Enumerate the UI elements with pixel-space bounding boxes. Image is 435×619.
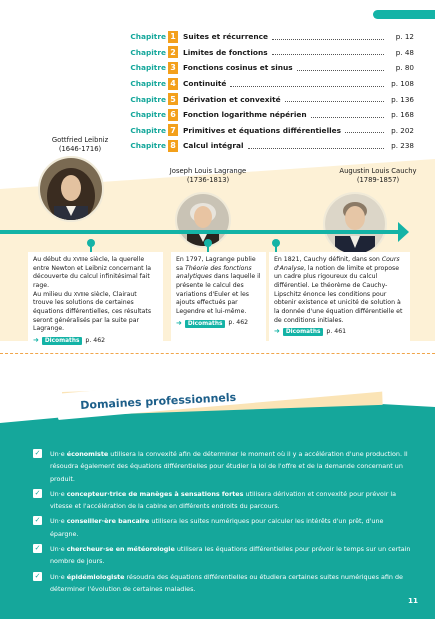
chapter-row[interactable] bbox=[124, 91, 414, 107]
scientist-name-text: Joseph Louis Lagrange bbox=[169, 167, 247, 175]
leader-dots bbox=[272, 38, 384, 40]
check-icon: ✓ bbox=[34, 449, 41, 457]
scientist-dates: (1736-1813) bbox=[186, 175, 230, 184]
leader-dots bbox=[311, 116, 384, 118]
chapter-number: 1 bbox=[168, 31, 178, 43]
note-text: , la notion de limite et propose un cadre plus rigoureux du calcul différentiel. Le théorème de Cauchy-Lipschitz énonce les conditions pour obtenir existence et unicité de solution à la donnée d'une équation différentielle et de conditions initiales. bbox=[274, 264, 403, 324]
leader-dots bbox=[248, 147, 385, 149]
chapter-list bbox=[124, 29, 414, 154]
arrow-icon: ➜ bbox=[33, 336, 39, 345]
item-text: utilisera les suites numériques pour calculer les intérêts d'un prêt, d'une épargne. bbox=[50, 517, 384, 538]
chapter-number: 6 bbox=[168, 109, 178, 121]
dicomaths-link[interactable] bbox=[176, 319, 248, 329]
list-item bbox=[34, 488, 412, 513]
item-role: épidémiologiste bbox=[66, 572, 125, 581]
chapter-title: Limites de fonctions bbox=[183, 47, 268, 57]
scientist-name-text: Augustin Louis Cauchy bbox=[339, 167, 417, 175]
scientist-dates: (1646-1716) bbox=[58, 144, 102, 153]
chapter-page: p. 202 bbox=[391, 125, 414, 135]
century-text: XVIII bbox=[72, 257, 85, 263]
chapter-row[interactable] bbox=[124, 138, 414, 154]
item-prefix: Un·e bbox=[50, 450, 67, 458]
chapter-page: p. 48 bbox=[395, 47, 414, 57]
timeline-marker bbox=[207, 243, 209, 252]
scientist-name-lagrange bbox=[158, 167, 258, 185]
domaines-title: Domaines professionnels bbox=[80, 390, 237, 412]
item-text: utilisera dérivation et convexité pour prévoir la vitesse et l'accélération de la cabine en différents endroits du parcours. bbox=[50, 489, 397, 511]
scientist-dates: (1789-1857) bbox=[356, 175, 400, 184]
chapter-number: 5 bbox=[168, 93, 178, 105]
item-role: concepteur·trice de manèges à sensations fortes bbox=[66, 489, 244, 498]
chapter-title: Calcul intégral bbox=[183, 141, 244, 151]
chapter-row[interactable] bbox=[124, 123, 414, 139]
leibniz-portrait bbox=[38, 156, 104, 222]
dicomaths-page: p. 462 bbox=[228, 319, 249, 327]
chapter-row[interactable] bbox=[124, 60, 414, 76]
arrow-icon: ➜ bbox=[274, 327, 280, 336]
check-icon: ✓ bbox=[34, 571, 41, 580]
note-lagrange bbox=[171, 252, 266, 342]
chapter-page: p. 12 bbox=[395, 32, 414, 42]
chapter-row[interactable] bbox=[124, 107, 414, 123]
check-icon: ✓ bbox=[34, 488, 41, 497]
chapter-number: 7 bbox=[168, 124, 178, 136]
scientist-name-cauchy bbox=[328, 167, 428, 185]
chapter-row[interactable] bbox=[124, 45, 414, 61]
item-prefix: Un·e bbox=[50, 545, 67, 554]
chapter-number: 2 bbox=[168, 46, 178, 58]
list-item bbox=[34, 515, 412, 540]
timeline-arrow-head bbox=[398, 222, 409, 242]
timeline-marker bbox=[90, 243, 92, 252]
list-item bbox=[34, 448, 412, 485]
scientist-name-text: Gottfried Leibniz bbox=[51, 136, 109, 144]
chapter-word: Chapitre bbox=[130, 141, 166, 151]
cauchy-portrait bbox=[323, 192, 387, 256]
century-text: XVIII bbox=[73, 291, 86, 298]
chapter-title: Primitives et équations différentielles bbox=[183, 125, 342, 135]
note-text: En 1797, Lagrange publie sa bbox=[176, 256, 256, 272]
chapter-title: Suites et récurrence bbox=[183, 32, 269, 42]
timeline-arrow-line bbox=[0, 230, 400, 234]
dicomaths-tag: Dicomaths bbox=[185, 320, 226, 328]
chapter-word: Chapitre bbox=[130, 79, 166, 89]
chapter-page: p. 238 bbox=[391, 141, 414, 151]
timeline-marker bbox=[275, 243, 277, 252]
chapter-row[interactable] bbox=[124, 29, 414, 45]
chapter-number: 4 bbox=[168, 78, 178, 90]
note-cauchy bbox=[269, 252, 410, 344]
dicomaths-page: p. 461 bbox=[326, 327, 347, 335]
book-title: Cours d'Analyse bbox=[274, 256, 400, 272]
chapter-page: p. 168 bbox=[391, 110, 414, 120]
chapter-word: Chapitre bbox=[130, 32, 166, 42]
item-text: résoudra des équations différentielles ou étudiera certaines suites numériques afin de déterminer l'évolution de certaines maladies. bbox=[50, 572, 403, 593]
dicomaths-tag: Dicomaths bbox=[283, 328, 324, 336]
chapter-row[interactable] bbox=[124, 76, 414, 92]
domaines-list bbox=[34, 448, 412, 598]
chapter-number: 3 bbox=[168, 62, 178, 74]
chapter-title: Fonction logarithme népérien bbox=[183, 110, 307, 120]
list-item bbox=[34, 571, 412, 596]
chapter-page: p. 108 bbox=[391, 79, 414, 89]
leader-dots bbox=[297, 69, 384, 71]
chapter-title: Continuité bbox=[183, 79, 227, 89]
chapter-title: Dérivation et convexité bbox=[183, 94, 281, 104]
chapter-word: Chapitre bbox=[130, 125, 166, 135]
check-icon: ✓ bbox=[34, 544, 41, 553]
leader-dots bbox=[285, 100, 384, 102]
note-text: Au milieu du bbox=[33, 290, 74, 298]
dashed-divider bbox=[0, 353, 435, 354]
top-tab-marker bbox=[373, 10, 435, 19]
book-title: Théorie des fonctions analytiques bbox=[176, 264, 252, 281]
page-number: 11 bbox=[407, 596, 418, 605]
item-prefix: Un·e bbox=[50, 489, 67, 498]
note-leibniz bbox=[28, 252, 163, 344]
dicomaths-link[interactable] bbox=[33, 336, 105, 346]
chapter-word: Chapitre bbox=[130, 94, 166, 104]
leibniz-portrait-image bbox=[40, 158, 102, 220]
note-text: En 1821, Cauchy définit, dans son bbox=[274, 256, 382, 263]
item-role: chercheur·se en météorologie bbox=[66, 545, 175, 554]
arrow-icon: ➜ bbox=[176, 318, 182, 327]
dicomaths-page: p. 462 bbox=[85, 336, 106, 344]
item-role: économiste bbox=[66, 450, 109, 458]
note-text: e siècle, Clairaut trouve les solutions de certaines équations différentielles, ces résultats seront généralisés par la suite par Lagrange. bbox=[33, 290, 152, 333]
leader-dots bbox=[230, 85, 384, 87]
check-icon: ✓ bbox=[34, 516, 41, 525]
leader-dots bbox=[345, 131, 384, 133]
note-text: e siècle, la querelle entre Newton et Leibniz concernant la découverte du calcul infinitésimal fait rage. bbox=[33, 256, 152, 290]
chapter-word: Chapitre bbox=[130, 63, 166, 73]
chapter-page: p. 136 bbox=[391, 94, 414, 104]
scientist-name-leibniz bbox=[40, 136, 120, 154]
dicomaths-tag: Dicomaths bbox=[42, 337, 83, 345]
item-prefix: Un·e bbox=[50, 517, 67, 526]
item-text: utilisera la convexité afin de déterminer le moment où il y a accélération d'une production. Il résoudra également des équations différentielles pour étudier la loi de l'offre et de la demande concernant un produit. bbox=[50, 450, 408, 483]
list-item bbox=[34, 543, 412, 568]
item-text: utilisera les équations différentielles pour prévoir le temps sur un certain nombre de jours. bbox=[50, 545, 411, 566]
chapter-page: p. 80 bbox=[395, 63, 414, 73]
lagrange-portrait bbox=[175, 192, 231, 248]
note-text: Au début du bbox=[33, 256, 73, 263]
chapter-word: Chapitre bbox=[130, 110, 166, 120]
item-prefix: Un·e bbox=[50, 572, 67, 581]
chapter-number: 8 bbox=[168, 140, 178, 152]
leader-dots bbox=[272, 53, 384, 55]
note-text: dans laquelle il présente le calcul des variations d'Euler et les ajouts effectués par Legendre et lui-même. bbox=[176, 273, 261, 316]
item-role: conseiller·ère bancaire bbox=[66, 517, 150, 526]
chapter-word: Chapitre bbox=[130, 47, 166, 57]
lagrange-portrait-image bbox=[177, 194, 229, 246]
cauchy-portrait-image bbox=[325, 194, 385, 254]
dicomaths-link[interactable] bbox=[274, 327, 346, 337]
chapter-title: Fonctions cosinus et sinus bbox=[183, 63, 293, 73]
